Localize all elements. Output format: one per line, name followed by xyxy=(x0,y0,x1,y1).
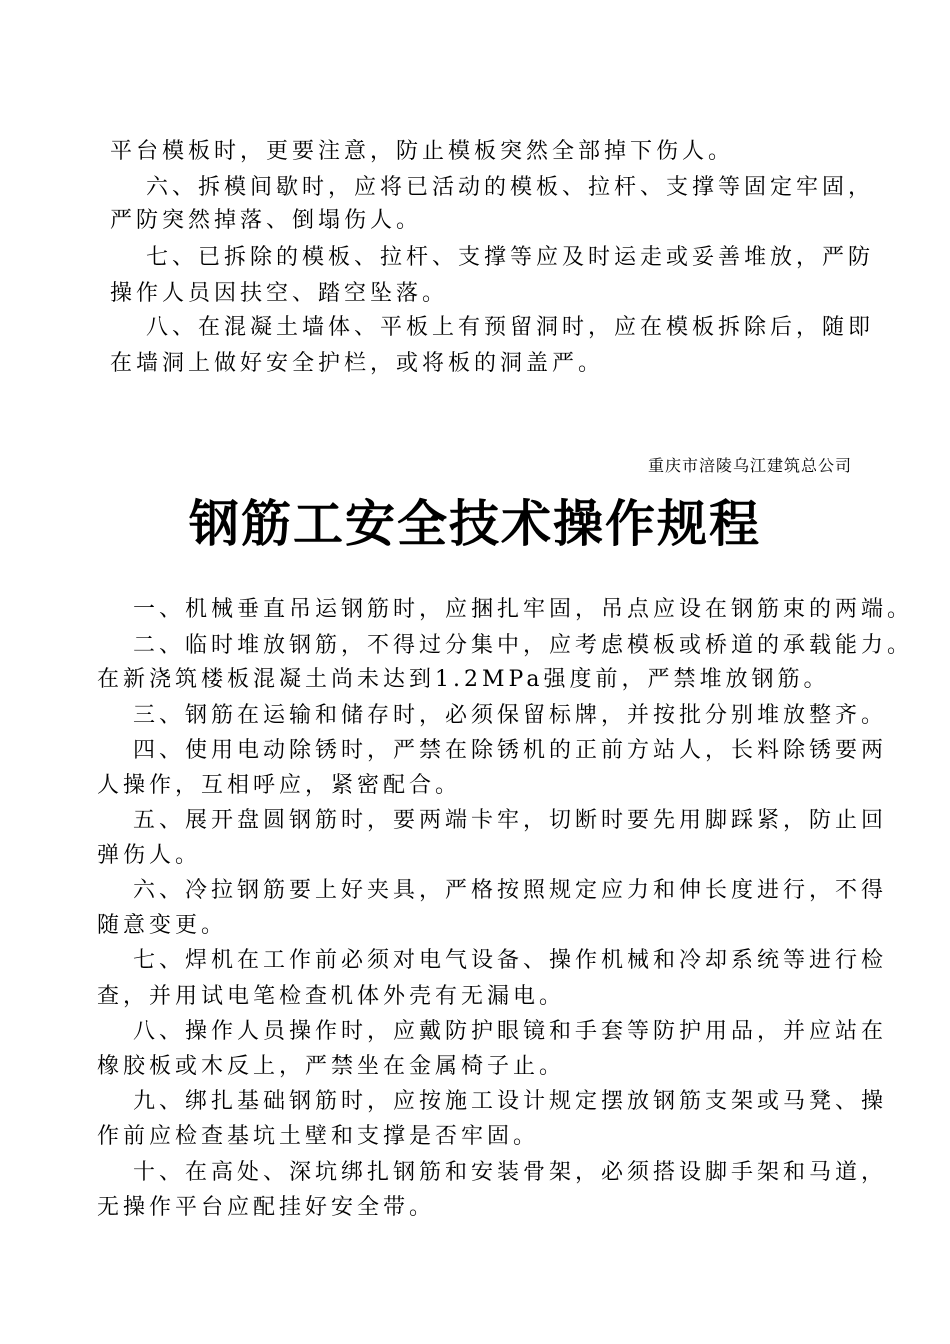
rule-line: 作前应检查基坑土壁和支撑是否牢固。 xyxy=(97,1124,540,1149)
text-line: 平台模板时，更要注意，防止模板突然全部掉下伤人。 xyxy=(110,139,735,164)
rule-line: 随意变更。 xyxy=(97,913,228,938)
rule-line: 无操作平台应配挂好安全带。 xyxy=(97,1195,436,1220)
rule-line: 在新浇筑楼板混凝土尚未达到1.2MPa强度前，严禁堆放钢筋。 xyxy=(97,667,830,692)
rule-line: 橡胶板或木反上，严禁坐在金属椅子止。 xyxy=(97,1054,566,1079)
rule-line: 八、操作人员操作时，应戴防护眼镜和手套等防护用品，并应站在 xyxy=(133,1019,888,1044)
rule-line: 四、使用电动除锈时，严禁在除锈机的正前方站人，长料除锈要两 xyxy=(133,738,888,763)
page-title: 钢筋工安全技术操作规程 xyxy=(189,494,761,553)
text-line: 在墙洞上做好安全护栏，或将板的洞盖严。 xyxy=(110,351,605,376)
rule-line: 一、机械垂直吊运钢筋时，应捆扎牢固，吊点应设在钢筋束的两端。 xyxy=(133,597,914,622)
text-line: 六、拆模间歇时，应将已活动的模板、拉杆、支撑等固定牢固， xyxy=(146,175,875,200)
text-line: 七、已拆除的模板、拉杆、支撑等应及时运走或妥善堆放，严防 xyxy=(146,245,875,270)
rule-line: 弹伤人。 xyxy=(97,843,202,868)
rule-line: 九、绑扎基础钢筋时，应按施工设计规定摆放钢筋支架或马凳、操 xyxy=(133,1089,888,1114)
rule-line: 人操作，互相呼应，紧密配合。 xyxy=(97,773,462,798)
company-name: 重庆市涪陵乌江建筑总公司 xyxy=(647,456,852,475)
rule-line: 查，并用试电笔检查机体外壳有无漏电。 xyxy=(97,984,566,1009)
rule-line: 二、临时堆放钢筋，不得过分集中，应考虑模板或桥道的承载能力。 xyxy=(133,633,914,658)
rule-line: 七、焊机在工作前必须对电气设备、操作机械和冷却系统等进行检 xyxy=(133,948,888,973)
rule-line: 六、冷拉钢筋要上好夹具，严格按照规定应力和伸长度进行，不得 xyxy=(133,878,888,903)
text-line: 严防突然掉落、倒塌伤人。 xyxy=(110,208,423,233)
text-line: 八、在混凝土墙体、平板上有预留洞时，应在模板拆除后，随即 xyxy=(146,315,875,340)
rule-line: 三、钢筋在运输和储存时，必须保留标牌，并按批分别堆放整齐。 xyxy=(133,703,888,728)
rule-line: 十、在高处、深坑绑扎钢筋和安装骨架，必须搭设脚手架和马道， xyxy=(133,1160,888,1185)
text-line: 操作人员因扶空、踏空坠落。 xyxy=(110,281,449,306)
rule-line: 五、展开盘圆钢筋时，要两端卡牢，切断时要先用脚踩紧，防止回 xyxy=(133,808,888,833)
